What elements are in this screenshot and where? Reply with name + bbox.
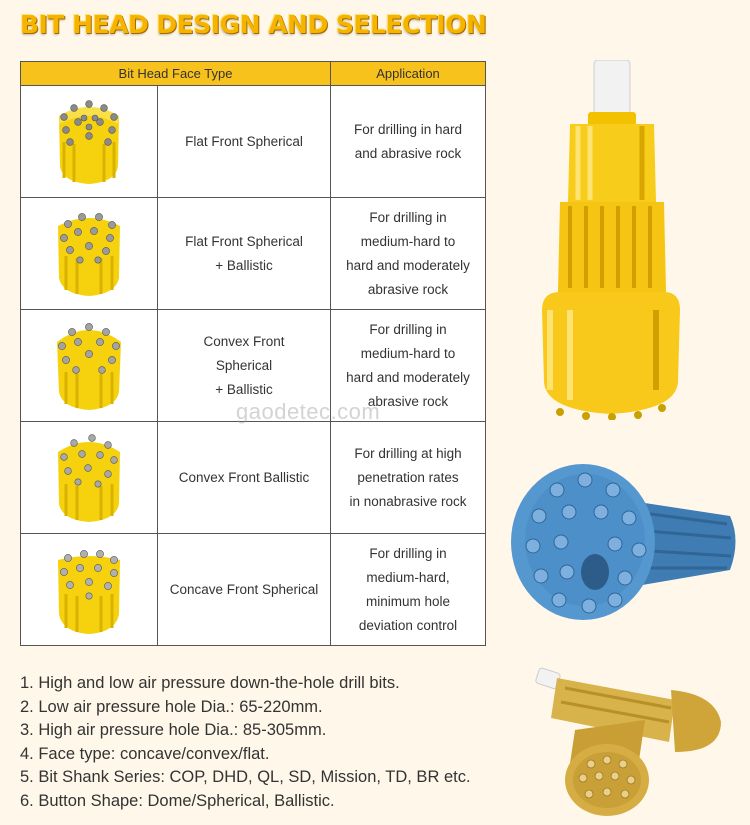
concave-front-spherical-bit-image	[44, 542, 134, 638]
bit-face-image	[21, 422, 158, 534]
bit-selection-table	[20, 61, 486, 646]
bit-face-image	[21, 534, 158, 646]
flat-front-spherical-bit-image	[44, 94, 134, 190]
table-row	[21, 422, 486, 534]
face-type-cell: Concave Front Spherical	[158, 534, 331, 646]
convex-front-ballistic-bit-image	[44, 430, 134, 526]
header-face-type: Bit Head Face Type	[21, 62, 331, 86]
list-item: 2. Low air pressure hole Dia.: 65-220mm.	[20, 697, 323, 716]
list-item: 1. High and low air pressure down-the-hole drill bits.	[20, 674, 400, 692]
table-header-row	[21, 62, 486, 86]
watermark: gaodetec.com	[236, 399, 381, 424]
list-item: 6. Button Shape: Dome/Spherical, Ballistic.	[20, 791, 335, 810]
list-item: 5. Bit Shank Series: COP, DHD, QL, SD, Mission, TD, BR etc.	[20, 768, 471, 787]
convex-front-spherical-ballistic-bit-image	[44, 318, 134, 414]
yellow-dth-bit-image	[530, 60, 680, 420]
features-list	[20, 672, 510, 814]
table-row	[21, 534, 486, 646]
application-cell: For drilling in medium-hard to hard and moderately abrasive rock	[331, 198, 486, 310]
flat-front-spherical-ballistic-bit-image	[44, 206, 134, 302]
application-cell: For drilling in hard and abrasive rock	[331, 86, 486, 198]
face-type-cell: Convex Front Spherical + Ballistic	[158, 310, 331, 422]
page-title: BIT HEAD DESIGN AND SELECTION	[20, 10, 487, 39]
blue-dth-bit-image	[505, 460, 745, 625]
face-type-cell: Convex Front Ballistic	[158, 422, 331, 534]
face-type-cell: Flat Front Spherical	[158, 86, 331, 198]
bit-face-image	[21, 198, 158, 310]
bit-face-image	[21, 86, 158, 198]
bit-face-image	[21, 310, 158, 422]
application-cell: For drilling at high penetration rates in nonabrasive rock	[331, 422, 486, 534]
table-row	[21, 86, 486, 198]
gold-dth-bits-image	[535, 660, 735, 820]
table-row	[21, 198, 486, 310]
face-type-cell: Flat Front Spherical + Ballistic	[158, 198, 331, 310]
list-item: 3. High air pressure hole Dia.: 85-305mm.	[20, 721, 327, 740]
header-application: Application	[331, 62, 486, 86]
application-cell: For drilling in medium-hard, minimum hole deviation control	[331, 534, 486, 646]
application-cell: For drilling in medium-hard to hard and moderately abrasive rock	[331, 310, 486, 422]
list-item: 4. Face type: concave/convex/flat.	[20, 744, 270, 763]
